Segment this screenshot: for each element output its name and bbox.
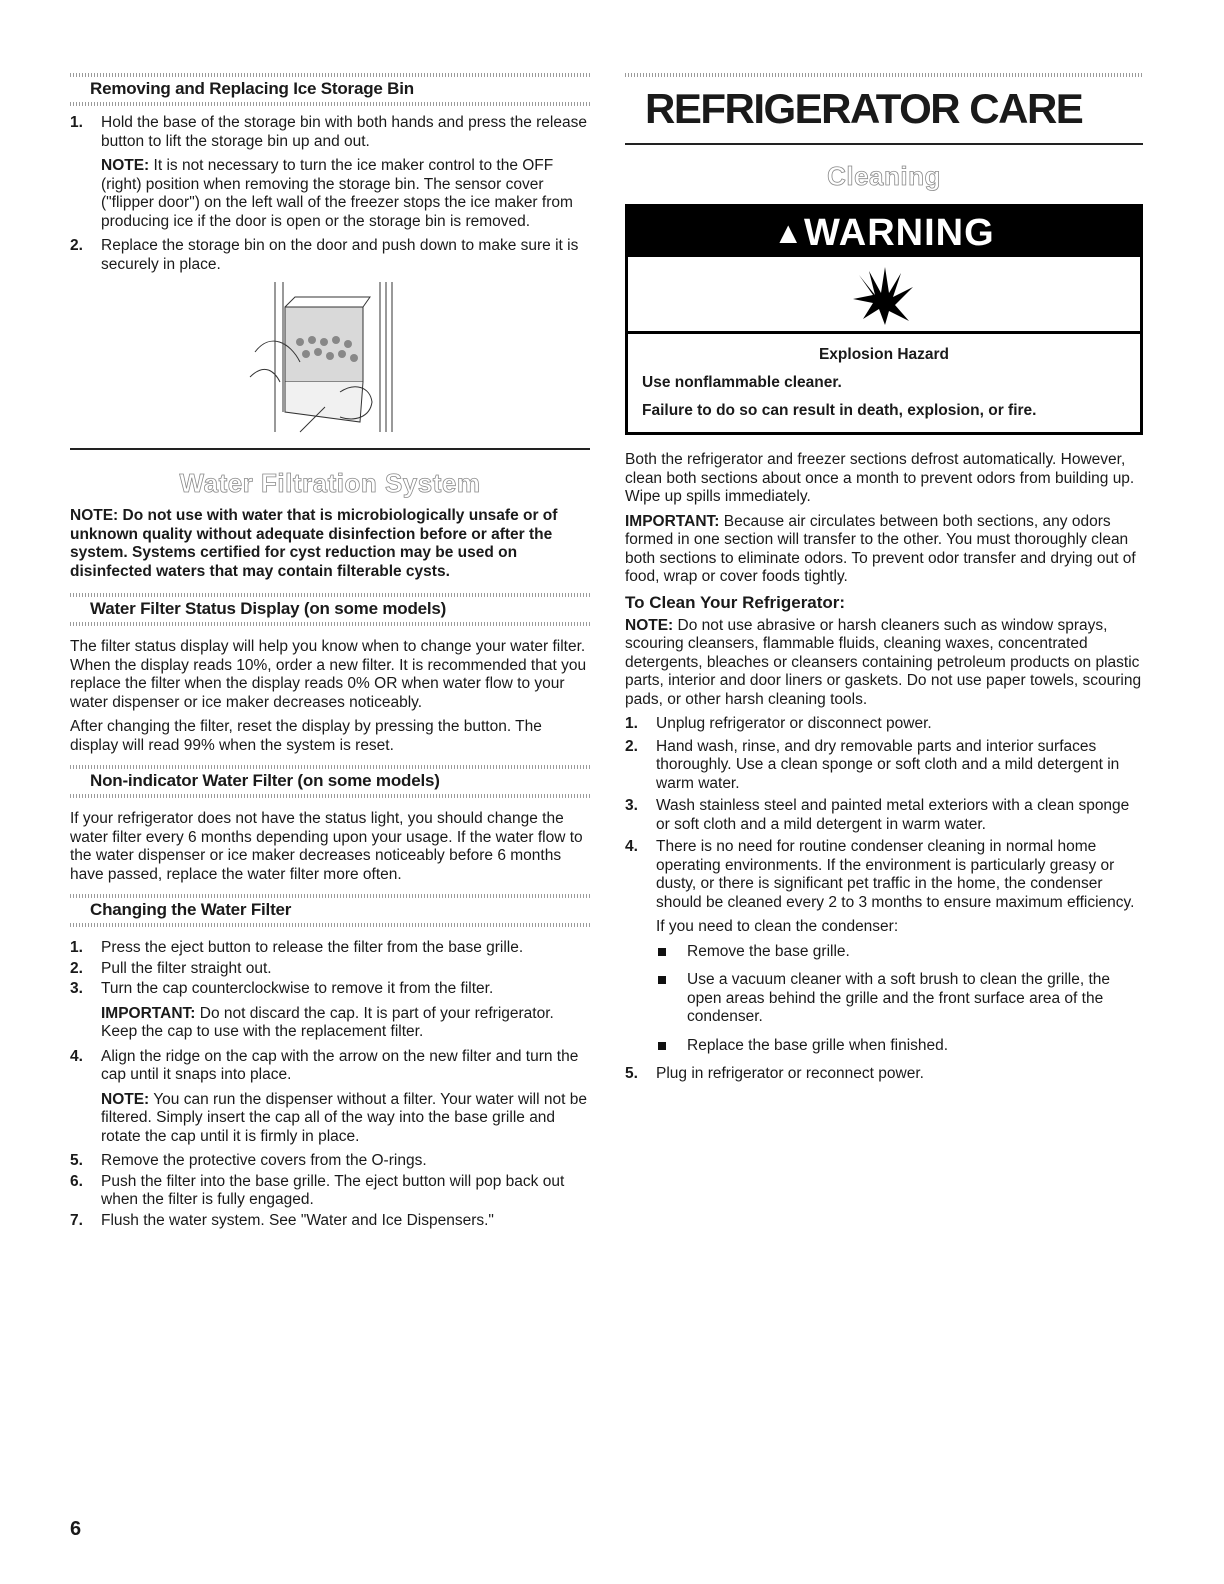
list-item: 2. Pull the filter straight out. xyxy=(70,959,272,977)
section-title-cleaning: Cleaning xyxy=(827,161,941,191)
status-display-paragraph: After changing the filter, reset the display by pressing the button. The display will read 99% when the system is reset. xyxy=(70,718,542,754)
ice-bin-illustration xyxy=(70,282,590,440)
list-item: 2. Hand wash, rinse, and dry removable parts and interior surfaces thoroughly. Use a clean sponge or soft cloth and a mild detergent in warm water. xyxy=(625,737,1120,792)
list-item: 3. Wash stainless steel and painted metal exteriors with a clean sponge or soft cloth and a mild detergent in warm water. xyxy=(625,797,1130,833)
list-item: Replace the base grille when finished. xyxy=(656,1037,1143,1056)
section-title-water-filtration: Water Filtration System xyxy=(179,468,481,498)
list-item: 2. Replace the storage bin on the door and push down to make sure it is securely in place. xyxy=(70,237,579,273)
list-item: 5. Remove the protective covers from the O-rings. xyxy=(70,1152,427,1169)
list-item: 5. Plug in refrigerator or reconnect power. xyxy=(625,1065,924,1082)
page-title: REFRIGERATOR CARE xyxy=(645,85,1083,132)
heading-ice-bin: Removing and Replacing Ice Storage Bin xyxy=(90,79,414,98)
heading-status-display: Water Filter Status Display (on some models) xyxy=(90,599,447,618)
warning-line: Failure to do so can result in death, explosion, or fire. xyxy=(642,402,1037,419)
list-item: 3. Turn the cap counterclockwise to remove it from the filter. IMPORTANT: Do not discard the cap. It is part of your refrigerator. Keep the cap to use with the replacement filter. xyxy=(70,980,554,1040)
heading-to-clean: To Clean Your Refrigerator: xyxy=(625,592,846,612)
list-item: 4. Align the ridge on the cap with the arrow on the new filter and turn the cap until it snaps into place. NOTE: You can run the dispenser without a filter. Your water will not be filtered. Simply insert the cap all of the way into the base grille and rotate the cap until it is firmly in place. xyxy=(70,1047,587,1145)
note-paragraph: NOTE: Do not use abrasive or harsh cleaners such as window sprays, scouring cleansers, flammable fluids, cleaning waxes, concentrated detergents, bleaches or cleansers containing petroleum products on plastic parts, interior and door liners or gaskets. Do not use paper towels, scouring pads, or other harsh cleaning tools. xyxy=(625,616,1142,708)
list-item: 7. Flush the water system. See "Water and Ice Dispensers." xyxy=(70,1211,494,1229)
warning-triangle-icon: ▲ xyxy=(773,217,805,250)
list-item: 1. Press the eject button to release the filter from the base grille. xyxy=(70,939,524,956)
status-display-paragraph: The filter status display will help you know when to change your water filter. When the display reads 10%, order a new filter. It is recommended that you replace the filter when the display reads 0% OR when water flow to your water dispenser or ice maker decreases noticeably. xyxy=(70,638,587,711)
left-column xyxy=(70,0,590,1230)
list-item: Remove the base grille. xyxy=(656,943,1143,962)
hazard-title: Explosion Hazard xyxy=(818,346,950,363)
condenser-bullets xyxy=(656,943,1143,1056)
list-item: Use a vacuum cleaner with a soft brush to clean the grille, the open areas behind the grille and the front surface area of the condenser. xyxy=(656,971,1143,1027)
non-indicator-paragraph: If your refrigerator does not have the status light, you should change the water filter every 6 months depending upon your usage. If the water flow to the water dispenser or ice maker decreases noticeably before 6 months have passed, replace the water filter more often. xyxy=(70,810,583,883)
list-item: 1. Hold the base of the storage bin with both hands and press the release button to lift the storage bin up and out. NOTE: It is not necessary to turn the ice maker control to the OFF (right) position when removing the storage bin. The sensor cover ("flipper door") on the left wall of the freezer stops the ice maker from producing ice if the door is open or the storage bin is removed. xyxy=(70,114,587,230)
water-filtration-note: NOTE: Do not use with water that is microbiologically unsafe or of unknown quality without adequate disinfection before or after the system. Systems certified for cyst reduction may be used on disinfected waters that may contain filterable cysts. xyxy=(70,507,558,580)
important-paragraph: IMPORTANT: Because air circulates between both sections, any odors formed in one section will transfer to the other. You must thoroughly clean both sections to eliminate odors. To prevent odor transfer and drying out of food, wrap or cover foods tightly. xyxy=(625,512,1136,585)
page-number: 6 xyxy=(70,1518,82,1540)
cleaning-steps xyxy=(625,715,1143,1084)
warning-text xyxy=(628,334,1140,432)
warning-box xyxy=(625,204,1143,435)
cleaning-paragraph: Both the refrigerator and freezer sections defrost automatically. However, clean both sections about once a month to prevent odors from building up. Wipe up spills immediately. xyxy=(625,451,1135,505)
warning-header: ▲WARNING xyxy=(628,207,1140,257)
ice-bin-steps xyxy=(70,114,590,274)
list-item: 4. There is no need for routine condenser cleaning in normal home operating environments. If the environment is particularly greasy or dusty, or there is significant pet traffic in the home, the condenser should be cleaned every 2 to 3 months to ensure maximum efficiency. If you need to clean the condenser: Remove the base grille. Use a vacuum cleaner with a soft brush to clean the grille, the open areas behind the grille and the front surface area of the condenser. Replace the base grille when finished. xyxy=(625,838,1143,1055)
heading-changing-filter: Changing the Water Filter xyxy=(90,900,292,919)
ice-bin-drawing xyxy=(70,282,590,440)
list-item: 1. Unplug refrigerator or disconnect power. xyxy=(625,715,932,732)
explosion-icon xyxy=(849,265,919,327)
warning-symbol xyxy=(628,257,1140,334)
heading-non-indicator: Non-indicator Water Filter (on some models) xyxy=(90,771,440,790)
warning-line: Use nonflammable cleaner. xyxy=(642,374,842,391)
right-column xyxy=(625,0,1143,1084)
changing-filter-steps xyxy=(70,939,590,1230)
list-item: 6. Push the filter into the base grille. The eject button will pop back out when the filter is fully engaged. xyxy=(70,1172,565,1208)
